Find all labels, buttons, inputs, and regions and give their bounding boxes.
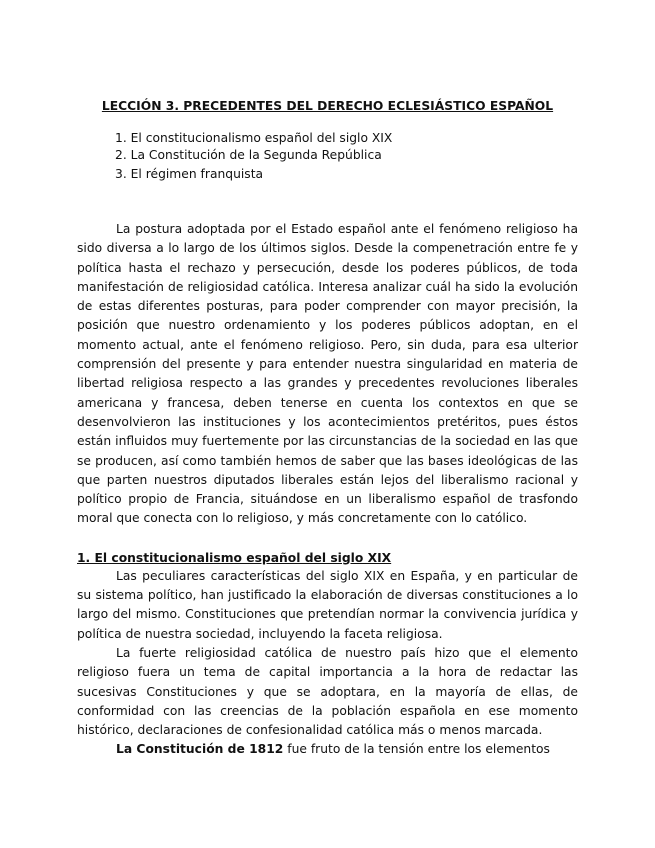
section-paragraph: La fuerte religiosidad católica de nuestro país hizo que el elemento religioso fuera un tema de capital importancia a la hora de redactar las sucesivas Constituciones y que se adoptara, en la mayoría de ellas, de conformidad con las creencias de la población española en ese momento histórico, declaraciones de confesionalidad católica más o menos marcada. [77,645,578,738]
lesson-title: LECCIÓN 3. PRECEDENTES DEL DERECHO ECLESIÁSTICO ESPAÑOL [101,99,554,113]
section-paragraph [77,740,578,759]
bold-phrase: La Constitución de 1812 [116,742,284,757]
section-heading: 1. El constitucionalismo español del siglo XIX [77,550,392,565]
intro-paragraph: La postura adoptada por el Estado español ante el fenómeno religioso ha sido diversa a lo largo de los últimos siglos. Desde la compenetración entre fe y política hasta el rechazo y persecución, desde los poderes públicos, de toda manifestación de religiosidad católica. Interesa analizar cuál ha sido la evolución de estas diferentes posturas, para poder comprender con mayor precisión, la posición que nuestro ordenamiento y los poderes públicos adoptan, en el momento actual, ante el fenómeno religioso. Pero, sin duda, para esa ulterior comprensión del presente y para entender nuestra singularidad en materia de libertad religiosa respecto a las grandes y precedentes revoluciones liberales americana y francesa, deben tenerse en cuenta los contextos en que se desenvolvieron las instituciones y los acontecimientos pretéritos, pues éstos están influidos muy fuertemente por las circunstancias de la sociedad en las que se producen, así como también hemos de saber que las bases ideológicas de las que parten nuestros diputados liberales están lejos del liberalismo racional y político propio de Francia, situándose en un liberalismo español de trasfondo moral que conecta con lo religioso, y más concretamente con lo católico. [77,222,578,526]
section-paragraph: Las peculiares características del siglo XIX en España, y en particular de su sistema político, han justificado la elaboración de diversas constituciones a lo largo del mismo. Constituciones que pretendían normar la convivencia jurídica y política de nuestra sociedad, incluyendo la faceta religiosa. [77,568,578,641]
toc-item: 1. El constitucionalismo español del siglo XIX [115,131,393,145]
table-of-contents [77,131,578,182]
toc-item: 2. La Constitución de la Segunda República [115,148,382,162]
paragraph-text: fue fruto de la tensión entre los elementos [283,742,550,757]
toc-item: 3. El régimen franquista [115,167,264,181]
